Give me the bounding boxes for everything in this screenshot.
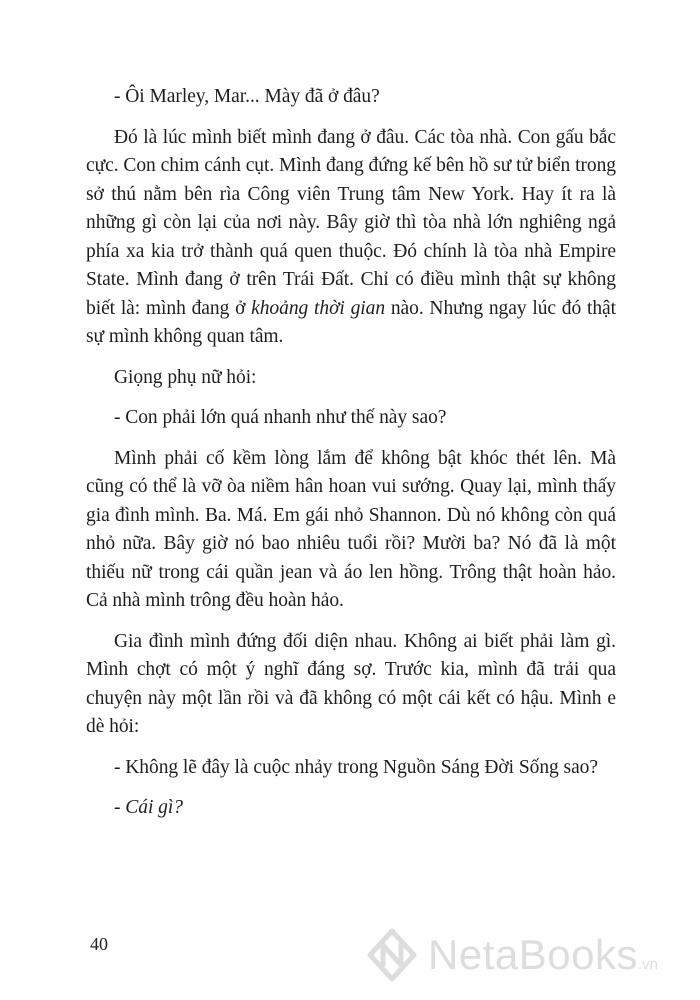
text-run: nào. Nhưng ngay lúc đó thật sự mình không quan tâm. <box>86 297 617 347</box>
watermark-brand: NetaBooks <box>428 931 638 978</box>
text-run: Đó là lúc mình biết mình đang ở đâu. Các tòa nhà. Con gấu bắc cực. Con chim cánh cụt. Mình đang đứng kế bên hồ sư tử biển trong sở thú nằm bên rìa Công viên Trung tâm New York. Hay ít ra là những gì còn lại của nơi này. Bây giờ thì tòa nhà lớn nghiêng ngả phía xa kia trở thành quá quen thuộc. Đó chính là tòa nhà Empire State. Mình đang ở trên Trái Đất. Chỉ có điều mình thật sự không biết là: mình đang ở <box>86 126 616 319</box>
watermark-text <box>428 931 658 989</box>
netabooks-logo-icon <box>364 925 420 985</box>
text-run: Mình phải cố kềm lòng lắm để không bật khóc thét lên. Mà cũng có thể là vỡ òa niềm hân hoan vui sướng. Quay lại, mình thấy gia đình mình. Ba. Má. Em gái nhỏ Shannon. Dù nó không còn quá nhỏ nữa. Bây giờ nó bao nhiêu tuổi rồi? Mười ba? Nó đã là một thiếu nữ trong cái quần jean và áo len hồng. Trông thật hoàn hảo. Cả nhà mình trông đều hoàn hảo. <box>86 447 616 611</box>
paragraph <box>86 404 616 433</box>
text-run: - <box>114 797 126 818</box>
page-number: 40 <box>90 934 108 954</box>
paragraph <box>86 83 616 112</box>
body-text <box>86 83 616 835</box>
text-run: Giọng phụ nữ hỏi: <box>114 366 257 388</box>
italic-text-run: khoảng thời gian <box>251 297 386 319</box>
paragraph <box>86 124 616 352</box>
watermark-suffix: .vn <box>637 956 658 973</box>
paragraph <box>86 445 616 616</box>
paragraph <box>86 754 616 783</box>
text-run: - Con phải lớn quá nhanh như thế này sao? <box>114 407 447 428</box>
paragraph <box>86 364 616 393</box>
text-run: - Không lẽ đây là cuộc nhảy trong Nguồn Sáng Đời Sống sao? <box>114 756 598 778</box>
paragraph <box>86 628 616 742</box>
text-run: Gia đình mình đứng đối diện nhau. Không ai biết phải làm gì. Mình chợt có một ý nghĩ đáng sợ. Trước kia, mình đã trải qua chuyện này một lần rồi và đã không có một cái kết có hậu. Mình e dè hỏi: <box>86 630 616 737</box>
text-run: - Ôi Marley, Mar... Mày đã ở đâu? <box>114 86 380 107</box>
paragraph <box>86 794 616 823</box>
italic-text-run: Cái gì? <box>125 797 183 818</box>
watermark <box>364 925 694 985</box>
